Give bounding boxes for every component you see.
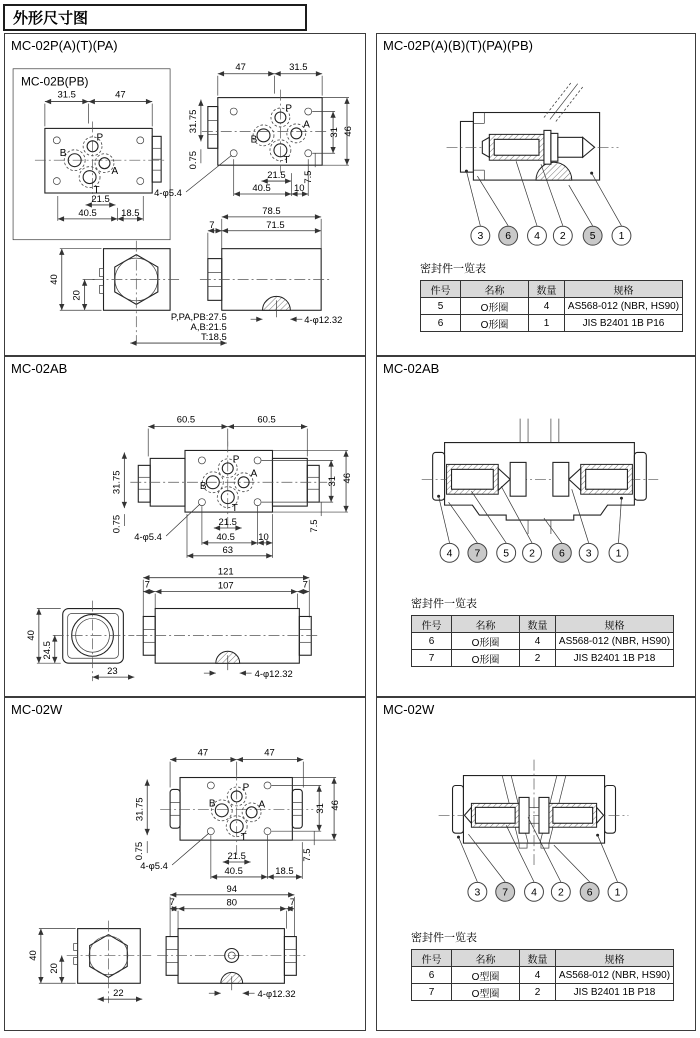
svg-text:1: 1 bbox=[618, 231, 625, 243]
svg-text:3: 3 bbox=[474, 887, 481, 899]
dim-label: 0.75 bbox=[111, 514, 123, 534]
seal-table-title: 密封件一览表 bbox=[420, 263, 486, 275]
cell-spec: AS568-012 (NBR, HS90) bbox=[556, 633, 674, 650]
cell-qty: 1 bbox=[529, 315, 565, 332]
seal-parts-section bbox=[420, 260, 683, 332]
dim-label: 7 bbox=[209, 219, 215, 231]
port-label-b: B bbox=[59, 148, 67, 160]
dim-label: 21.5 bbox=[91, 193, 110, 205]
table-row bbox=[421, 315, 683, 332]
balloon-callouts bbox=[439, 486, 628, 562]
col-header-spec: 规格 bbox=[556, 950, 674, 967]
svg-text:4: 4 bbox=[534, 231, 540, 243]
cell-part-no: 7 bbox=[412, 650, 452, 667]
svg-text:1: 1 bbox=[615, 548, 622, 560]
end-view bbox=[26, 601, 134, 682]
dim-label: 22 bbox=[113, 988, 124, 1000]
cell-qty: 2 bbox=[520, 650, 556, 667]
balloon-callout bbox=[525, 882, 544, 901]
svg-text:4: 4 bbox=[446, 548, 453, 560]
balloon-callout bbox=[440, 543, 459, 562]
col-header-spec: 规格 bbox=[556, 616, 674, 633]
dim-label: 47 bbox=[235, 61, 246, 73]
balloon-callout bbox=[551, 882, 570, 901]
col-header-spec: 规格 bbox=[565, 281, 683, 298]
dim-label: 18.5 bbox=[121, 207, 140, 219]
top-view-mc02p bbox=[154, 62, 354, 199]
hole-callout: 4-φ12.32 bbox=[254, 669, 293, 681]
dimension-drawing-mc02ab bbox=[5, 357, 365, 696]
col-header-qty: 数量 bbox=[529, 281, 565, 298]
port-label-b: B bbox=[250, 134, 258, 146]
port-label-t: T bbox=[283, 155, 290, 167]
port-label-p: P bbox=[232, 454, 240, 466]
cell-part-no: 5 bbox=[421, 298, 461, 315]
seal-parts-table bbox=[411, 615, 674, 667]
table-header-row bbox=[412, 950, 674, 967]
dim-label: 31.75 bbox=[187, 109, 199, 134]
table-row bbox=[421, 298, 683, 315]
dim-label: 18.5 bbox=[275, 865, 294, 877]
cell-name: O形圈 bbox=[461, 298, 529, 315]
balloon-callout bbox=[552, 543, 571, 562]
cell-part-no: 7 bbox=[412, 984, 452, 1001]
balloon-callout bbox=[553, 226, 572, 245]
dim-label: 10 bbox=[294, 183, 305, 195]
dim-label: 31.75 bbox=[134, 797, 146, 822]
cell-name: O型圈 bbox=[452, 984, 520, 1001]
panel-mc02w-dimensions bbox=[4, 697, 366, 1031]
table-row bbox=[412, 984, 674, 1001]
side-view bbox=[136, 567, 319, 680]
cell-part-no: 6 bbox=[412, 633, 452, 650]
dimension-drawing-mc02w bbox=[5, 698, 365, 1030]
dim-label: 60.5 bbox=[176, 414, 196, 426]
cell-name: O形圈 bbox=[461, 315, 529, 332]
dim-label: 40 bbox=[25, 630, 37, 641]
dim-label: 80 bbox=[226, 897, 237, 909]
svg-text:6: 6 bbox=[558, 548, 565, 560]
col-header-qty: 数量 bbox=[520, 616, 556, 633]
dim-label: 40 bbox=[48, 274, 60, 285]
balloon-callout bbox=[468, 882, 487, 901]
dim-label: 40.5 bbox=[78, 207, 97, 219]
dim-label: 0.75 bbox=[134, 841, 146, 861]
table-row bbox=[412, 967, 674, 984]
cell-part-no: 6 bbox=[421, 315, 461, 332]
dim-label: 21.5 bbox=[227, 851, 246, 863]
svg-text:5: 5 bbox=[503, 548, 510, 560]
panel-title: MC-02AB bbox=[11, 361, 68, 376]
dim-label: 10 bbox=[258, 531, 269, 543]
dim-label: 7 bbox=[144, 579, 150, 591]
table-header-row bbox=[421, 281, 683, 298]
cell-name: O形圈 bbox=[452, 650, 520, 667]
dim-label: 47 bbox=[264, 747, 275, 759]
dim-label: 78.5 bbox=[262, 205, 281, 217]
cell-spec: JIS B2401 1B P18 bbox=[556, 650, 674, 667]
end-view bbox=[28, 921, 151, 1004]
cell-qty: 4 bbox=[520, 967, 556, 984]
side-view bbox=[157, 884, 305, 1000]
port-label-b: B bbox=[208, 798, 216, 810]
balloon-callout bbox=[608, 882, 627, 901]
port-depth-note: A,B:21.5 bbox=[190, 322, 227, 334]
dim-label: 40 bbox=[27, 950, 39, 961]
svg-text:3: 3 bbox=[585, 548, 592, 560]
hole-callout: 4-φ12.32 bbox=[257, 989, 296, 1001]
top-view-mc02b bbox=[35, 90, 166, 221]
dim-label: 7 bbox=[302, 579, 308, 591]
seal-parts-table bbox=[420, 280, 683, 332]
svg-text:6: 6 bbox=[505, 231, 512, 243]
dim-label: 21.5 bbox=[218, 517, 237, 529]
port-label-t: T bbox=[93, 185, 100, 197]
svg-text:2: 2 bbox=[557, 887, 564, 899]
dim-label: 47 bbox=[115, 89, 126, 101]
dim-label: 121 bbox=[217, 566, 234, 578]
col-header-part-no: 件号 bbox=[412, 616, 452, 633]
port-label-a: A bbox=[303, 119, 310, 131]
dim-label: 31.5 bbox=[57, 89, 76, 101]
port-label-t: T bbox=[240, 832, 247, 844]
dim-label: 107 bbox=[217, 580, 234, 592]
panel-mc02p-section bbox=[376, 33, 696, 356]
svg-text:7: 7 bbox=[502, 887, 509, 899]
dim-label: 31.75 bbox=[111, 470, 123, 495]
valve-cross-section bbox=[422, 419, 659, 534]
valve-cross-section bbox=[439, 760, 629, 867]
dim-label: 31.5 bbox=[289, 61, 308, 73]
dim-label: 60.5 bbox=[257, 414, 276, 426]
cell-qty: 4 bbox=[520, 633, 556, 650]
dim-label: 0.75 bbox=[187, 151, 199, 170]
balloon-callout bbox=[612, 226, 631, 245]
panel-title: MC-02W bbox=[383, 702, 435, 717]
dim-label: 23 bbox=[107, 666, 118, 678]
dimension-drawing-mc02p bbox=[5, 34, 365, 355]
panel-mc02w-section bbox=[376, 697, 696, 1031]
cell-part-no: 6 bbox=[412, 967, 452, 984]
cell-spec: AS568-012 (NBR, HS90) bbox=[565, 298, 683, 315]
port-label-p: P bbox=[96, 132, 104, 144]
svg-text:7: 7 bbox=[474, 548, 481, 560]
col-header-part-no: 件号 bbox=[421, 281, 461, 298]
table-row bbox=[412, 633, 674, 650]
balloon-callout bbox=[496, 882, 515, 901]
dim-label: 7 bbox=[169, 896, 175, 908]
cell-spec: JIS B2401 1B P16 bbox=[565, 315, 683, 332]
table-header-row bbox=[412, 616, 674, 633]
balloon-callout bbox=[468, 543, 487, 562]
dim-label: 40.5 bbox=[216, 531, 235, 543]
dim-label: 40.5 bbox=[252, 183, 271, 195]
dim-label: 31 bbox=[329, 127, 341, 138]
dim-label: 47 bbox=[197, 747, 209, 759]
port-depth-note: T:18.5 bbox=[201, 332, 227, 344]
panel-mc02p-dimensions bbox=[4, 33, 366, 356]
dim-label: 71.5 bbox=[266, 219, 285, 231]
cell-qty: 2 bbox=[520, 984, 556, 1001]
port-label-a: A bbox=[111, 166, 119, 178]
seal-parts-section bbox=[411, 595, 674, 667]
svg-text:4: 4 bbox=[531, 887, 537, 899]
panel-title: MC-02AB bbox=[383, 361, 440, 376]
end-view bbox=[49, 241, 227, 343]
dim-label: 7.5 bbox=[303, 170, 315, 184]
col-header-qty: 数量 bbox=[520, 950, 556, 967]
dim-label: 7.5 bbox=[302, 848, 314, 862]
dim-label: 7.5 bbox=[309, 519, 321, 533]
top-view bbox=[111, 415, 353, 558]
seal-table-title: 密封件一览表 bbox=[411, 598, 477, 610]
valve-cross-section bbox=[447, 82, 619, 180]
balloon-callout bbox=[499, 226, 518, 245]
dim-label: 94 bbox=[226, 883, 237, 895]
cell-spec: AS568-012 (NBR, HS90) bbox=[556, 967, 674, 984]
subdrawing-title: MC-02B(PB) bbox=[21, 74, 89, 89]
dim-label: 63 bbox=[222, 544, 233, 556]
balloon-callout bbox=[497, 543, 516, 562]
balloon-callout bbox=[523, 543, 542, 562]
svg-text:1: 1 bbox=[614, 887, 621, 899]
balloon-callout bbox=[579, 543, 598, 562]
port-label-p: P bbox=[285, 103, 292, 115]
balloon-callout bbox=[471, 226, 490, 245]
dim-label: 40.5 bbox=[224, 865, 243, 877]
dim-label: 20 bbox=[71, 290, 83, 301]
dim-label: 31 bbox=[327, 476, 339, 487]
col-header-name: 名称 bbox=[452, 950, 520, 967]
panel-mc02ab-section bbox=[376, 356, 696, 697]
panel-title: MC-02P(A)(T)(PA) bbox=[11, 38, 118, 53]
col-header-part-no: 件号 bbox=[412, 950, 452, 967]
balloon-callout bbox=[583, 226, 602, 245]
dim-label: 31 bbox=[315, 803, 327, 814]
port-label-t: T bbox=[231, 503, 238, 515]
port-label-p: P bbox=[242, 782, 250, 794]
panel-mc02ab-dimensions bbox=[4, 356, 366, 697]
dim-label: 7 bbox=[289, 896, 295, 908]
svg-text:5: 5 bbox=[589, 231, 596, 243]
page-title: 外形尺寸图 bbox=[3, 4, 307, 31]
dim-label: 46 bbox=[342, 473, 354, 484]
dim-label: 46 bbox=[342, 126, 354, 137]
side-view bbox=[200, 206, 342, 326]
top-view bbox=[134, 748, 341, 879]
svg-text:6: 6 bbox=[586, 887, 593, 899]
dim-label: 21.5 bbox=[267, 170, 286, 182]
dim-label: 24.5 bbox=[41, 641, 53, 660]
seal-parts-section bbox=[411, 929, 674, 1001]
seal-parts-table bbox=[411, 949, 674, 1001]
port-label-a: A bbox=[250, 468, 258, 480]
dim-label: 20 bbox=[48, 963, 60, 974]
svg-text:2: 2 bbox=[529, 548, 535, 560]
cell-name: O形圈 bbox=[452, 633, 520, 650]
port-depth-note: P,PA,PB:27.5 bbox=[170, 312, 227, 324]
cell-spec: JIS B2401 1B P18 bbox=[556, 984, 674, 1001]
dim-label: 46 bbox=[330, 800, 342, 811]
hole-callout: 4-φ5.4 bbox=[140, 860, 168, 872]
hole-callout: 4-φ5.4 bbox=[154, 187, 182, 199]
col-header-name: 名称 bbox=[461, 281, 529, 298]
cell-name: O型圈 bbox=[452, 967, 520, 984]
hole-callout: 4-φ12.32 bbox=[304, 315, 343, 327]
svg-text:3: 3 bbox=[477, 231, 484, 243]
balloon-callout bbox=[609, 543, 628, 562]
balloon-callout bbox=[528, 226, 547, 245]
hole-callout: 4-φ5.4 bbox=[134, 531, 162, 543]
port-label-a: A bbox=[258, 799, 266, 811]
cell-qty: 4 bbox=[529, 298, 565, 315]
seal-table-title: 密封件一览表 bbox=[411, 932, 477, 944]
svg-text:2: 2 bbox=[559, 231, 566, 243]
panel-title: MC-02P(A)(B)(T)(PA)(PB) bbox=[383, 38, 533, 53]
panel-title: MC-02W bbox=[11, 702, 63, 717]
table-row bbox=[412, 650, 674, 667]
col-header-name: 名称 bbox=[452, 616, 520, 633]
port-label-b: B bbox=[199, 481, 207, 493]
balloon-callout bbox=[580, 882, 599, 901]
